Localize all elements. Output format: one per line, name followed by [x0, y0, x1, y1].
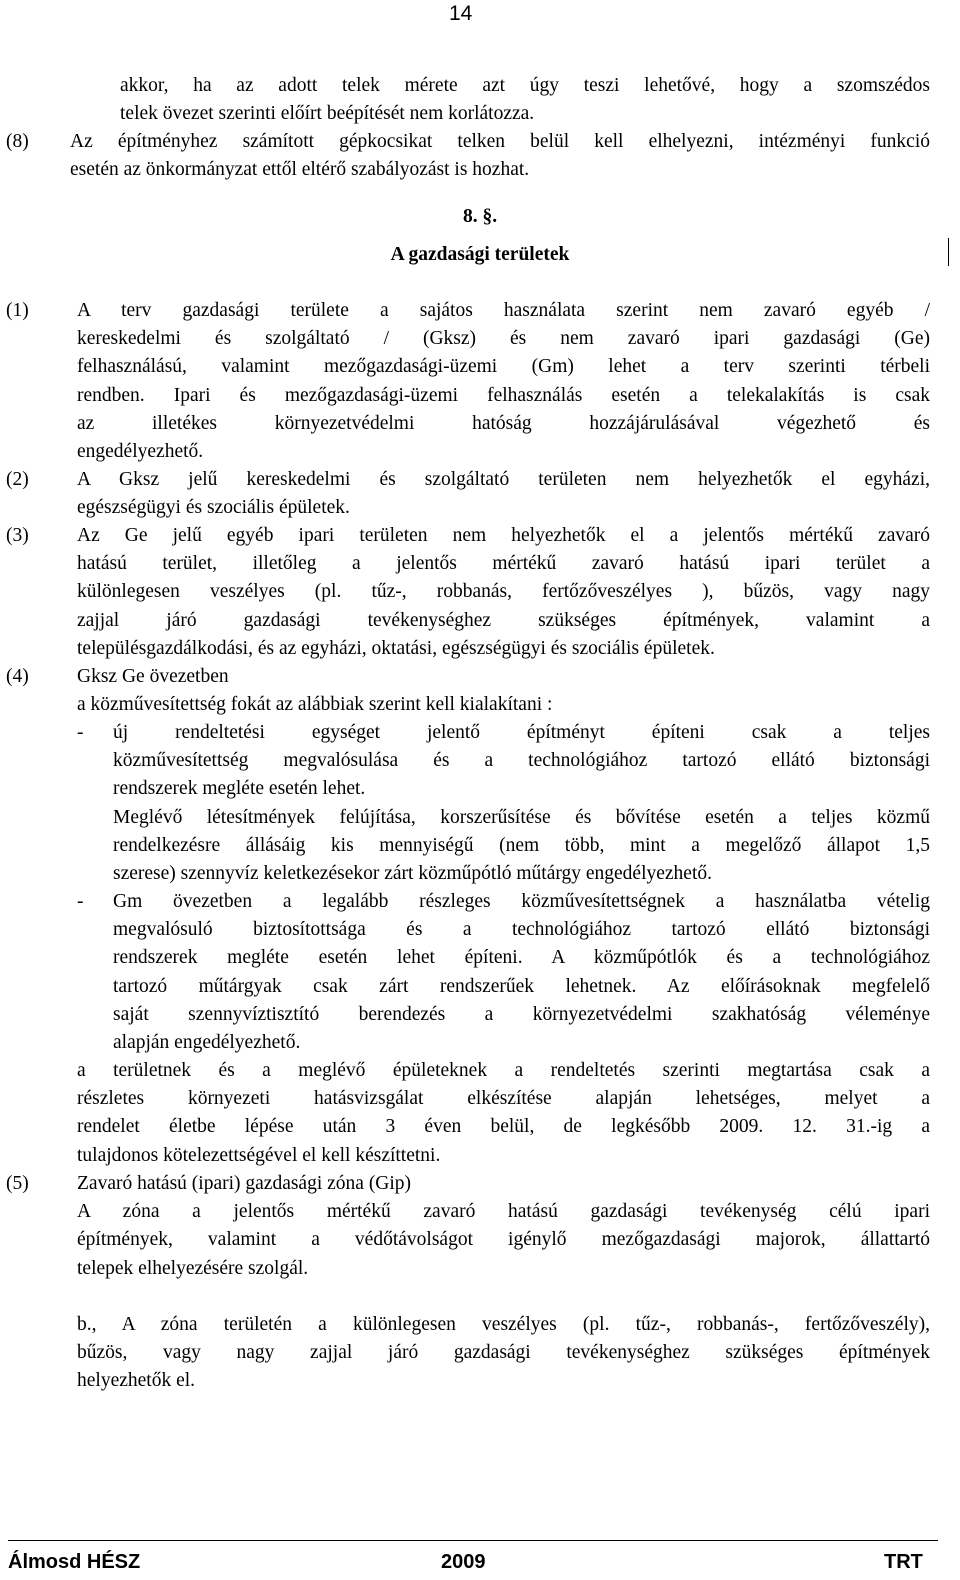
- text-line: településgazdálkodási, és az egyházi, oktatási, egészségügyi és szociális épületek.: [77, 637, 715, 659]
- text-line: A zóna a jelentős mértékű zavaró hatású gazdasági tevékenység célú ipari: [77, 1201, 930, 1223]
- text-line: egészségügyi és szociális épületek.: [77, 497, 350, 519]
- text-line: zajjal járó gazdasági tevékenységhez szükséges építmények, valamint a: [77, 609, 930, 631]
- paragraph-marker: (8): [6, 131, 29, 152]
- paragraph-marker: (5): [6, 1173, 29, 1194]
- revision-bar: [948, 238, 949, 266]
- text-line: Az Ge jelű egyéb ipari területen nem helyezhetők el a jelentős mértékű zavaró: [77, 525, 930, 546]
- text-line: rendben. Ipari és mezőgazdasági-üzemi felhasználás esetén a telekalakítás is csak: [77, 384, 930, 406]
- text-line: különlegesen veszélyes (pl. tűz-, robbanás, fertőzőveszélyes ), bűzös, vagy nagy: [77, 581, 930, 603]
- text-line: rendszerek megléte esetén lehet építeni. A közműpótlók és a technológiához: [113, 947, 930, 969]
- text-line: b., A zóna területén a különlegesen veszélyes (pl. tűz-, robbanás-, fertőzőveszély),: [77, 1314, 930, 1335]
- text-line: kereskedelmi és szolgáltató / (Gksz) és nem zavaró ipari gazdasági (Ge): [77, 328, 930, 350]
- paragraph-marker: (4): [6, 666, 29, 687]
- page-number: 14: [449, 2, 473, 25]
- text-line: telepek elhelyezésére szolgál.: [77, 1257, 309, 1279]
- text-line: Zavaró hatású (ipari) gazdasági zóna (Gip): [77, 1173, 412, 1194]
- paragraph-marker: (2): [6, 469, 29, 490]
- text-line: építmények, valamint a védőtávolságot igénylő mezőgazdasági majorok, állattartó: [77, 1229, 930, 1251]
- footer-center: 2009: [441, 1551, 486, 1573]
- text-line: rendelkezésre állásáig kis mennyiségű (nem több, mint a megelőző állapot 1,5: [113, 834, 930, 856]
- text-line: a közművesítettség fokát az alábbiak szerint kell kialakítani :: [77, 694, 553, 716]
- text-line: új rendeltetési egységet jelentő építményt építeni csak a teljes: [113, 722, 930, 743]
- text-line: rendelet életbe lépése után 3 éven belül, de legkésőbb 2009. 12. 31.-ig a: [77, 1116, 930, 1138]
- footer-right: TRT: [884, 1551, 923, 1573]
- text-line: rendszerek megléte esetén lehet.: [113, 778, 366, 800]
- text-line: A terv gazdasági területe a sajátos használata szerint nem zavaró egyéb /: [77, 300, 930, 321]
- text-line: Az építményhez számított gépkocsikat telken belül kell elhelyezni, intézményi funkció: [70, 131, 930, 152]
- paragraph-marker: -: [77, 722, 84, 743]
- paragraph-marker: (3): [6, 525, 29, 546]
- text-line: Gksz Ge övezetben: [77, 666, 229, 687]
- text-line: helyezhetők el.: [77, 1370, 196, 1392]
- section-number: 8. §.: [462, 206, 498, 227]
- text-line: tulajdonos kötelezettségével el kell készíttetni.: [77, 1144, 441, 1166]
- text-line: szerese) szennyvíz keletkezésekor zárt közműpótló műtárgy engedélyezhető.: [113, 863, 713, 884]
- paragraph-marker: -: [77, 891, 84, 912]
- text-line: bűzös, vagy nagy zajjal járó gazdasági tevékenységhez szükséges építmények: [77, 1342, 930, 1364]
- text-line: esetén az önkormányzat ettől eltérő szabályozást is hozhat.: [70, 159, 530, 181]
- text-line: megvalósuló biztosítottsága és a technológiához tartozó ellátó biztonsági: [113, 919, 930, 941]
- text-line: akkor, ha az adott telek mérete azt úgy teszi lehetővé, hogy a szomszédos: [120, 75, 930, 96]
- text-line: felhasználású, valamint mezőgazdasági-üzemi (Gm) lehet a terv szerinti térbeli: [77, 356, 930, 378]
- text-line: közművesítettség megvalósulása és a technológiához tartozó ellátó biztonsági: [113, 750, 930, 772]
- text-line: tartozó műtárgyak csak zárt rendszerűek lehetnek. Az előírásoknak megfelelő: [113, 975, 930, 997]
- text-line: saját szennyvíztisztító berendezés a környezetvédelmi szakhatóság véleménye: [113, 1003, 930, 1025]
- text-line: A Gksz jelű kereskedelmi és szolgáltató területen nem helyezhetők el egyházi,: [77, 469, 930, 490]
- text-line: Gm övezetben a legalább részleges közművesítettségnek a használatba vételig: [113, 891, 930, 912]
- text-line: a területnek és a meglévő épületeknek a rendeltetés szerinti megtartása csak a: [77, 1060, 930, 1081]
- footer-rule: [8, 1540, 938, 1541]
- text-line: részletes környezeti hatásvizsgálat elkészítése alapján lehetséges, melyet a: [77, 1088, 930, 1110]
- text-line: engedélyezhető.: [77, 441, 204, 462]
- section-title: A gazdasági területek: [390, 244, 570, 265]
- text-line: alapján engedélyezhető.: [113, 1032, 301, 1053]
- text-line: Meglévő létesítmények felújítása, korszerűsítése és bővítése esetén a teljes közmű: [113, 806, 930, 828]
- text-line: az illetékes környezetvédelmi hatóság hozzájárulásával végezhető és: [77, 412, 930, 434]
- paragraph-marker: (1): [6, 300, 29, 321]
- text-line: telek övezet szerinti előírt beépítését nem korlátozza.: [120, 103, 535, 125]
- footer-left: Álmosd HÉSZ: [8, 1551, 141, 1573]
- text-line: hatású terület, illetőleg a jelentős mértékű zavaró hatású ipari terület a: [77, 553, 930, 575]
